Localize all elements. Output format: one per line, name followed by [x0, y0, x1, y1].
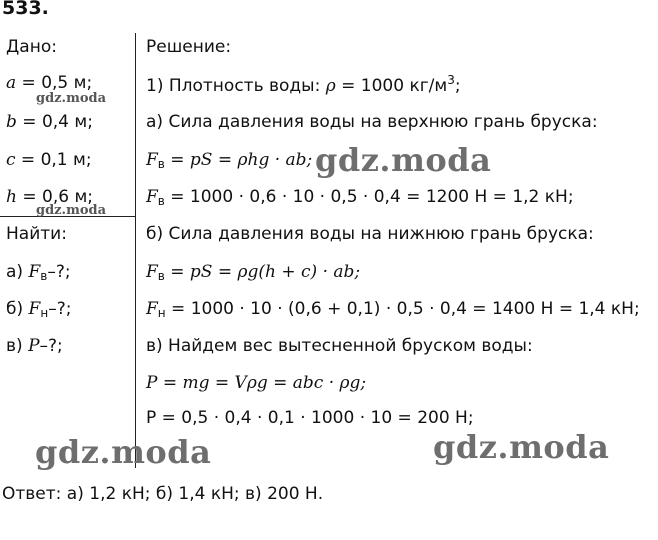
find-title: Найти: [6, 224, 67, 244]
calc-b-var: F [146, 299, 158, 319]
given-c [6, 150, 92, 170]
step1-value: = 1000 кг/м [335, 76, 448, 96]
find-item-b-sub: н [40, 306, 49, 320]
solution-title: Решение: [146, 37, 232, 57]
find-item-a [6, 262, 71, 283]
solution-step-b: б) Сила давления воды на нижнюю грань бруска: [146, 224, 594, 244]
formula-b-var: F [146, 262, 158, 282]
find-item-b-rest: –?; [48, 299, 72, 319]
given-a-value: = 0,5 м; [16, 73, 93, 93]
find-item-b-prefix: б) [6, 299, 29, 319]
find-item-a-var: F [28, 262, 41, 282]
given-title: Дано: [6, 37, 57, 57]
watermark-large-3: gdz.moda [433, 428, 610, 466]
watermark-small-1: gdz.moda [36, 91, 107, 106]
calc-a-var: F [146, 187, 158, 207]
step1-text: 1) Плотность воды: [146, 76, 326, 96]
given-h-value: = 0,6 м; [16, 187, 93, 207]
solution-calc-b [146, 299, 640, 320]
formula-a-var: F [146, 150, 158, 170]
formula-b-sub: в [157, 269, 165, 283]
calc-b-sub: н [157, 306, 166, 320]
find-item-c [6, 336, 63, 356]
watermark-large-1: gdz.moda [315, 141, 492, 179]
find-item-c-var: P [28, 336, 40, 356]
find-item-c-rest: –?; [39, 336, 63, 356]
answer-line: Ответ: а) 1,2 кН; б) 1,4 кН; в) 200 Н. [2, 484, 324, 504]
watermark-large-2: gdz.moda [35, 433, 212, 471]
solution-calc-c: P = 0,5 · 0,4 · 0,1 · 1000 · 10 = 200 Н; [146, 408, 474, 428]
vertical-divider [135, 33, 136, 468]
step1-exponent: 3 [447, 73, 455, 87]
given-c-var: c [6, 150, 16, 170]
solution-calc-a [146, 187, 574, 208]
given-c-value: = 0,1 м; [15, 150, 92, 170]
find-item-a-sub: в [40, 269, 48, 283]
solution-formula-c: P = mg = Vρg = abc · ρg; [146, 373, 367, 393]
problem-number: 533. [2, 0, 49, 19]
find-item-a-rest: –?; [47, 262, 71, 282]
formula-b-rest: = pS = ρg(h + c) · ab; [164, 262, 361, 282]
solution-step1 [146, 73, 461, 96]
solution-step-c: в) Найдем вес вытесненной бруском воды: [146, 336, 533, 356]
given-h-var: h [6, 187, 17, 207]
formula-a-rest: = pS = ρhg · ab; [164, 150, 313, 170]
step1-rho: ρ [325, 76, 336, 96]
find-item-c-prefix: в) [6, 336, 29, 356]
given-b-value: = 0,4 м; [16, 112, 93, 132]
find-item-b [6, 299, 71, 320]
find-item-b-var: F [28, 299, 41, 319]
calc-a-sub: в [157, 194, 165, 208]
solution-step-a: а) Сила давления воды на верхнюю грань бруска: [146, 112, 598, 132]
calc-b-rest: = 1000 · 10 · (0,6 + 0,1) · 0,5 · 0,4 = 1400 Н = 1,4 кН; [165, 299, 640, 319]
solution-formula-a [146, 150, 312, 171]
calc-a-rest: = 1000 · 0,6 · 10 · 0,5 · 0,4 = 1200 Н = 1,2 кН; [164, 187, 574, 207]
given-b-var: b [6, 112, 17, 132]
find-item-a-prefix: а) [6, 262, 29, 282]
given-a-var: a [6, 73, 17, 93]
given-a [6, 73, 92, 93]
step1-end: ; [454, 76, 461, 96]
formula-a-sub: в [157, 157, 165, 171]
solution-formula-b [146, 262, 360, 283]
watermark-small-2: gdz.moda [36, 203, 107, 218]
given-b [6, 112, 93, 132]
